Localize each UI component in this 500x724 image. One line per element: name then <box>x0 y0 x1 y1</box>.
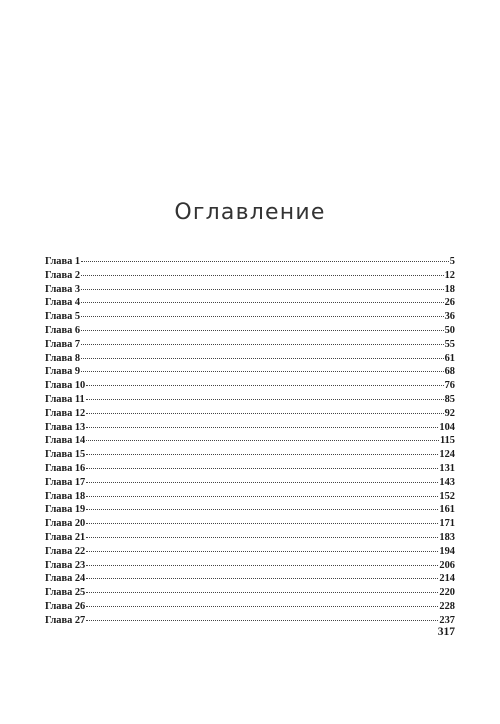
dot-leader <box>86 551 438 552</box>
dot-leader <box>86 399 444 400</box>
toc-entry-label: Глава 27 <box>45 614 86 626</box>
dot-leader <box>86 454 438 455</box>
toc-entry[interactable] <box>45 600 455 614</box>
toc-entry-label: Глава 8 <box>45 352 81 364</box>
dot-leader <box>81 275 444 276</box>
dot-leader <box>81 316 444 317</box>
toc-entry-page: 171 <box>439 518 455 530</box>
toc-entry[interactable] <box>45 379 455 393</box>
toc-entry-label: Глава 13 <box>45 421 86 433</box>
toc-entry[interactable] <box>45 393 455 407</box>
toc-entry[interactable] <box>45 614 455 628</box>
toc-entry-page: 104 <box>439 421 455 433</box>
toc-entry-page: 36 <box>444 311 455 323</box>
toc-entry-page: 214 <box>439 573 455 585</box>
toc-entry-page: 68 <box>444 366 455 378</box>
toc-entry[interactable] <box>45 476 455 490</box>
toc-entry-label: Глава 24 <box>45 573 86 585</box>
toc-entry-page: 124 <box>439 449 455 461</box>
toc-entry-page: 228 <box>439 600 455 612</box>
dot-leader <box>86 509 438 510</box>
toc-entry-page: 161 <box>439 504 455 516</box>
toc-entry-label: Глава 18 <box>45 490 86 502</box>
toc-entry-page: 61 <box>444 352 455 364</box>
dot-leader <box>86 482 438 483</box>
toc-entry-label: Глава 7 <box>45 338 81 350</box>
page-title: Оглавление <box>174 200 326 225</box>
toc-entry-label: Глава 10 <box>45 380 86 392</box>
toc-entry[interactable] <box>45 559 455 573</box>
dot-leader <box>86 468 438 469</box>
dot-leader <box>86 385 443 386</box>
toc-entry-label: Глава 11 <box>45 393 85 405</box>
toc-entry-label: Глава 19 <box>45 504 86 516</box>
toc-entry-page: 220 <box>439 587 455 599</box>
dot-leader <box>86 592 438 593</box>
dot-leader <box>86 537 438 538</box>
toc-entry-page: 26 <box>444 297 455 309</box>
toc-entry-page: 12 <box>444 269 455 281</box>
dot-leader <box>86 578 438 579</box>
page-number: 317 <box>437 626 455 638</box>
toc-entry-label: Глава 15 <box>45 449 86 461</box>
dot-leader <box>86 606 438 607</box>
dot-leader <box>86 620 438 621</box>
dot-leader <box>86 565 438 566</box>
toc-entry-page: 5 <box>449 256 455 267</box>
dot-leader <box>81 330 444 331</box>
toc-entry-page: 183 <box>439 531 455 543</box>
toc-entry[interactable] <box>45 338 455 352</box>
toc-entry-page: 206 <box>439 559 455 571</box>
dot-leader <box>81 344 444 345</box>
dot-leader <box>81 371 444 372</box>
dot-leader <box>86 427 438 428</box>
toc-entry-label: Глава 22 <box>45 545 86 557</box>
toc-entry-page: 131 <box>439 462 455 474</box>
toc-entry[interactable] <box>45 407 455 421</box>
toc-entry[interactable] <box>45 531 455 545</box>
toc-entry[interactable] <box>45 517 455 531</box>
toc-entry[interactable] <box>45 586 455 600</box>
toc-entry[interactable] <box>45 269 455 283</box>
toc-entry-page: 115 <box>439 435 455 447</box>
dot-leader <box>81 289 444 290</box>
toc-entry[interactable] <box>45 434 455 448</box>
toc-entry[interactable] <box>45 310 455 324</box>
toc-entry-label: Глава 14 <box>45 435 86 447</box>
toc-entry[interactable] <box>45 572 455 586</box>
toc-entry-label: Глава 23 <box>45 559 86 571</box>
dot-leader <box>86 496 438 497</box>
toc-entry-page: 76 <box>444 380 455 392</box>
toc-entry[interactable] <box>45 283 455 297</box>
toc-entry[interactable] <box>45 296 455 310</box>
toc-entry[interactable] <box>45 421 455 435</box>
dot-leader <box>86 440 439 441</box>
toc-entry-page: 18 <box>444 283 455 295</box>
toc-entry-label: Глава 1 <box>45 256 81 267</box>
toc-entry[interactable] <box>45 448 455 462</box>
toc-entry-page: 143 <box>439 476 455 488</box>
toc-entry-page: 85 <box>444 393 455 405</box>
toc-entry[interactable] <box>45 490 455 504</box>
toc-entry[interactable] <box>45 365 455 379</box>
toc-entry-label: Глава 26 <box>45 600 86 612</box>
table-of-contents <box>45 255 455 628</box>
toc-entry-label: Глава 20 <box>45 518 86 530</box>
toc-entry-label: Глава 25 <box>45 587 86 599</box>
toc-entry-label: Глава 21 <box>45 531 86 543</box>
dot-leader <box>86 413 443 414</box>
toc-entry-label: Глава 16 <box>45 462 86 474</box>
toc-entry-label: Глава 2 <box>45 269 81 281</box>
dot-leader <box>81 358 444 359</box>
toc-entry-page: 237 <box>439 614 455 626</box>
toc-entry[interactable] <box>45 462 455 476</box>
toc-entry-label: Глава 6 <box>45 324 81 336</box>
toc-entry-page: 50 <box>444 324 455 336</box>
toc-entry-label: Глава 5 <box>45 311 81 323</box>
toc-entry[interactable] <box>45 255 455 269</box>
dot-leader <box>81 261 449 262</box>
dot-leader <box>86 523 438 524</box>
dot-leader <box>81 302 444 303</box>
toc-entry-label: Глава 17 <box>45 476 86 488</box>
toc-entry-label: Глава 3 <box>45 283 81 295</box>
toc-entry-page: 194 <box>439 545 455 557</box>
toc-entry-label: Глава 4 <box>45 297 81 309</box>
toc-entry-label: Глава 9 <box>45 366 81 378</box>
toc-entry[interactable] <box>45 352 455 366</box>
toc-entry-label: Глава 12 <box>45 407 86 419</box>
toc-entry-page: 92 <box>444 407 455 419</box>
toc-entry-page: 152 <box>439 490 455 502</box>
toc-entry-page: 55 <box>444 338 455 350</box>
toc-entry[interactable] <box>45 324 455 338</box>
toc-entry[interactable] <box>45 545 455 559</box>
toc-entry[interactable] <box>45 503 455 517</box>
